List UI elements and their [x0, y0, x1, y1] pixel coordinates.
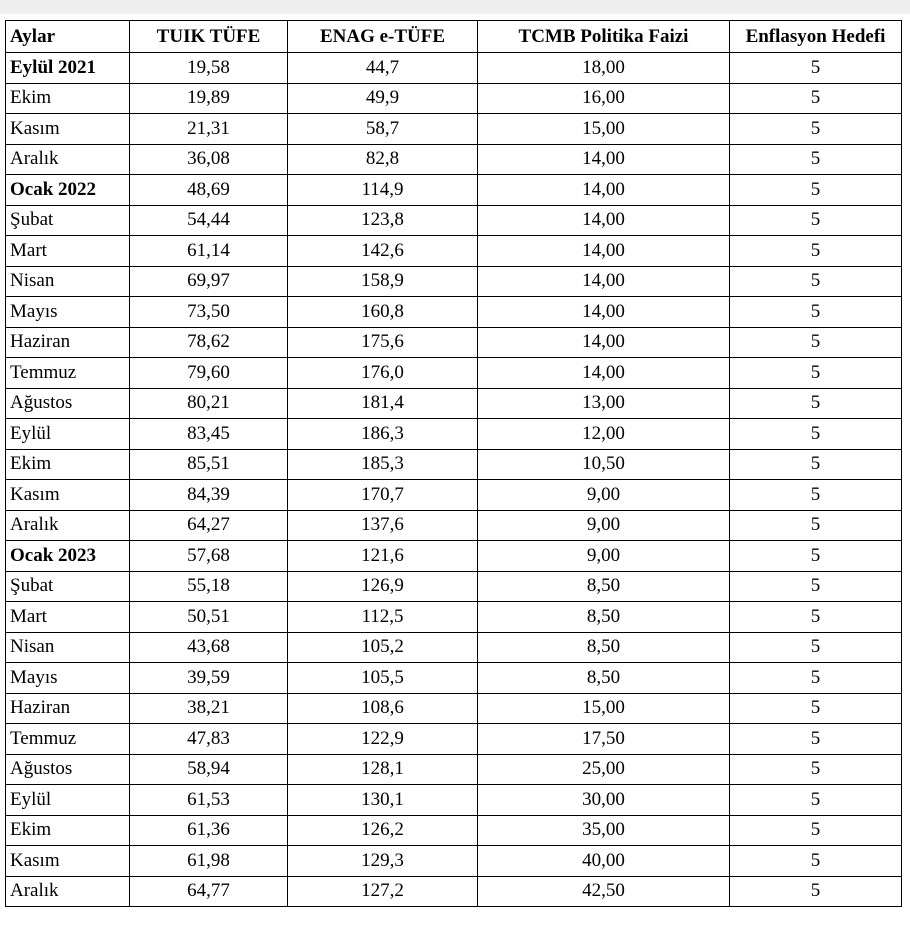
table-row — [6, 236, 902, 267]
cell-enag-tufe: 130,1 — [288, 785, 478, 816]
cell-enag-tufe: 122,9 — [288, 724, 478, 755]
cell-enag-tufe: 128,1 — [288, 754, 478, 785]
cell-enflasyon-hedefi: 5 — [730, 358, 902, 389]
cell-enflasyon-hedefi: 5 — [730, 876, 902, 907]
table-row — [6, 175, 902, 206]
cell-enag-tufe: 108,6 — [288, 693, 478, 724]
cell-enag-tufe: 105,5 — [288, 663, 478, 694]
cell-tcmb-faiz: 16,00 — [478, 83, 730, 114]
cell-tuik-tufe: 84,39 — [130, 480, 288, 511]
table-row — [6, 83, 902, 114]
cell-tuik-tufe: 58,94 — [130, 754, 288, 785]
cell-enag-tufe: 176,0 — [288, 358, 478, 389]
cell-month: Kasım — [6, 114, 130, 145]
cell-tcmb-faiz: 8,50 — [478, 663, 730, 694]
cell-enflasyon-hedefi: 5 — [730, 724, 902, 755]
cell-enflasyon-hedefi: 5 — [730, 266, 902, 297]
document-sheet — [0, 14, 910, 930]
table-row — [6, 724, 902, 755]
cell-enflasyon-hedefi: 5 — [730, 449, 902, 480]
cell-month: Ocak 2023 — [6, 541, 130, 572]
cell-month: Ekim — [6, 83, 130, 114]
cell-tcmb-faiz: 12,00 — [478, 419, 730, 450]
cell-enag-tufe: 123,8 — [288, 205, 478, 236]
cell-month: Nisan — [6, 266, 130, 297]
cell-enag-tufe: 126,2 — [288, 815, 478, 846]
cell-tcmb-faiz: 14,00 — [478, 205, 730, 236]
cell-tcmb-faiz: 35,00 — [478, 815, 730, 846]
cell-tuik-tufe: 19,89 — [130, 83, 288, 114]
cell-enflasyon-hedefi: 5 — [730, 175, 902, 206]
cell-enflasyon-hedefi: 5 — [730, 602, 902, 633]
cell-tuik-tufe: 78,62 — [130, 327, 288, 358]
cell-tuik-tufe: 64,77 — [130, 876, 288, 907]
cell-tcmb-faiz: 30,00 — [478, 785, 730, 816]
cell-month: Nisan — [6, 632, 130, 663]
cell-month: Kasım — [6, 846, 130, 877]
cell-tuik-tufe: 50,51 — [130, 602, 288, 633]
table-row — [6, 815, 902, 846]
cell-enflasyon-hedefi: 5 — [730, 83, 902, 114]
table-row — [6, 327, 902, 358]
table-body — [6, 53, 902, 907]
cell-tcmb-faiz: 15,00 — [478, 114, 730, 145]
cell-enflasyon-hedefi: 5 — [730, 541, 902, 572]
cell-enflasyon-hedefi: 5 — [730, 205, 902, 236]
cell-tuik-tufe: 61,36 — [130, 815, 288, 846]
header-enflasyon-hedefi: Enflasyon Hedefi — [730, 21, 902, 53]
cell-enag-tufe: 121,6 — [288, 541, 478, 572]
cell-enag-tufe: 126,9 — [288, 571, 478, 602]
cell-enag-tufe: 127,2 — [288, 876, 478, 907]
cell-tuik-tufe: 19,58 — [130, 53, 288, 84]
cell-enflasyon-hedefi: 5 — [730, 663, 902, 694]
cell-enag-tufe: 185,3 — [288, 449, 478, 480]
cell-month: Aralık — [6, 510, 130, 541]
cell-tuik-tufe: 83,45 — [130, 419, 288, 450]
cell-tuik-tufe: 61,14 — [130, 236, 288, 267]
table-row — [6, 602, 902, 633]
header-row — [6, 21, 902, 53]
cell-tuik-tufe: 61,53 — [130, 785, 288, 816]
cell-tcmb-faiz: 13,00 — [478, 388, 730, 419]
cell-month: Aralık — [6, 876, 130, 907]
cell-enag-tufe: 105,2 — [288, 632, 478, 663]
cell-enflasyon-hedefi: 5 — [730, 571, 902, 602]
cell-tcmb-faiz: 40,00 — [478, 846, 730, 877]
cell-tcmb-faiz: 15,00 — [478, 693, 730, 724]
cell-enag-tufe: 158,9 — [288, 266, 478, 297]
cell-enflasyon-hedefi: 5 — [730, 236, 902, 267]
cell-enflasyon-hedefi: 5 — [730, 114, 902, 145]
cell-tcmb-faiz: 8,50 — [478, 632, 730, 663]
cell-tuik-tufe: 48,69 — [130, 175, 288, 206]
cell-month: Haziran — [6, 327, 130, 358]
cell-enflasyon-hedefi: 5 — [730, 144, 902, 175]
cell-enflasyon-hedefi: 5 — [730, 632, 902, 663]
cell-tcmb-faiz: 8,50 — [478, 602, 730, 633]
cell-enag-tufe: 49,9 — [288, 83, 478, 114]
cell-tuik-tufe: 38,21 — [130, 693, 288, 724]
table-row — [6, 358, 902, 389]
cell-month: Temmuz — [6, 358, 130, 389]
cell-month: Ekim — [6, 815, 130, 846]
cell-enag-tufe: 137,6 — [288, 510, 478, 541]
cell-enflasyon-hedefi: 5 — [730, 53, 902, 84]
cell-enflasyon-hedefi: 5 — [730, 327, 902, 358]
cell-tuik-tufe: 43,68 — [130, 632, 288, 663]
cell-tcmb-faiz: 18,00 — [478, 53, 730, 84]
table-row — [6, 449, 902, 480]
cell-enflasyon-hedefi: 5 — [730, 388, 902, 419]
cell-tuik-tufe: 80,21 — [130, 388, 288, 419]
cell-tuik-tufe: 39,59 — [130, 663, 288, 694]
table-row — [6, 266, 902, 297]
cell-tcmb-faiz: 8,50 — [478, 571, 730, 602]
cell-tcmb-faiz: 14,00 — [478, 144, 730, 175]
cell-tuik-tufe: 64,27 — [130, 510, 288, 541]
cell-tcmb-faiz: 14,00 — [478, 358, 730, 389]
cell-enflasyon-hedefi: 5 — [730, 754, 902, 785]
cell-enag-tufe: 129,3 — [288, 846, 478, 877]
table-row — [6, 480, 902, 511]
cell-tuik-tufe: 79,60 — [130, 358, 288, 389]
cell-month: Eylül — [6, 785, 130, 816]
cell-month: Mayıs — [6, 663, 130, 694]
cell-enag-tufe: 181,4 — [288, 388, 478, 419]
cell-enag-tufe: 44,7 — [288, 53, 478, 84]
cell-tcmb-faiz: 10,50 — [478, 449, 730, 480]
cell-tuik-tufe: 54,44 — [130, 205, 288, 236]
cell-tcmb-faiz: 25,00 — [478, 754, 730, 785]
cell-enflasyon-hedefi: 5 — [730, 510, 902, 541]
cell-tcmb-faiz: 9,00 — [478, 480, 730, 511]
cell-month: Eylül 2021 — [6, 53, 130, 84]
cell-month: Ocak 2022 — [6, 175, 130, 206]
cell-enag-tufe: 186,3 — [288, 419, 478, 450]
cell-enag-tufe: 170,7 — [288, 480, 478, 511]
cell-enflasyon-hedefi: 5 — [730, 693, 902, 724]
table-row — [6, 754, 902, 785]
inflation-table — [5, 20, 902, 907]
cell-enag-tufe: 142,6 — [288, 236, 478, 267]
cell-enflasyon-hedefi: 5 — [730, 297, 902, 328]
cell-tcmb-faiz: 9,00 — [478, 541, 730, 572]
table-row — [6, 53, 902, 84]
cell-month: Aralık — [6, 144, 130, 175]
table-header — [6, 21, 902, 53]
cell-tcmb-faiz: 14,00 — [478, 297, 730, 328]
cell-month: Kasım — [6, 480, 130, 511]
table-row — [6, 510, 902, 541]
cell-enag-tufe: 58,7 — [288, 114, 478, 145]
cell-tuik-tufe: 36,08 — [130, 144, 288, 175]
cell-tuik-tufe: 57,68 — [130, 541, 288, 572]
table-row — [6, 693, 902, 724]
cell-month: Eylül — [6, 419, 130, 450]
cell-month: Mart — [6, 236, 130, 267]
cell-tcmb-faiz: 17,50 — [478, 724, 730, 755]
table-row — [6, 114, 902, 145]
cell-tuik-tufe: 69,97 — [130, 266, 288, 297]
header-aylar: Aylar — [6, 21, 130, 53]
table-row — [6, 846, 902, 877]
cell-tcmb-faiz: 14,00 — [478, 266, 730, 297]
cell-tuik-tufe: 47,83 — [130, 724, 288, 755]
table-row — [6, 571, 902, 602]
cell-month: Ağustos — [6, 754, 130, 785]
cell-enag-tufe: 82,8 — [288, 144, 478, 175]
cell-tcmb-faiz: 9,00 — [478, 510, 730, 541]
cell-month: Ekim — [6, 449, 130, 480]
header-tuik-tufe: TUIK TÜFE — [130, 21, 288, 53]
table-row — [6, 144, 902, 175]
cell-tcmb-faiz: 42,50 — [478, 876, 730, 907]
table-row — [6, 785, 902, 816]
table-row — [6, 876, 902, 907]
cell-tcmb-faiz: 14,00 — [478, 175, 730, 206]
table-row — [6, 632, 902, 663]
cell-tcmb-faiz: 14,00 — [478, 327, 730, 358]
cell-enflasyon-hedefi: 5 — [730, 480, 902, 511]
cell-month: Ağustos — [6, 388, 130, 419]
cell-tuik-tufe: 55,18 — [130, 571, 288, 602]
table-row — [6, 541, 902, 572]
cell-tcmb-faiz: 14,00 — [478, 236, 730, 267]
cell-enflasyon-hedefi: 5 — [730, 785, 902, 816]
cell-month: Şubat — [6, 205, 130, 236]
table-row — [6, 297, 902, 328]
cell-enflasyon-hedefi: 5 — [730, 815, 902, 846]
cell-month: Mart — [6, 602, 130, 633]
cell-month: Haziran — [6, 693, 130, 724]
cell-enflasyon-hedefi: 5 — [730, 846, 902, 877]
cell-tuik-tufe: 21,31 — [130, 114, 288, 145]
table-row — [6, 205, 902, 236]
cell-month: Mayıs — [6, 297, 130, 328]
cell-enag-tufe: 112,5 — [288, 602, 478, 633]
table-row — [6, 388, 902, 419]
header-enag-tufe: ENAG e-TÜFE — [288, 21, 478, 53]
header-tcmb-faiz: TCMB Politika Faizi — [478, 21, 730, 53]
cell-tuik-tufe: 61,98 — [130, 846, 288, 877]
cell-enag-tufe: 175,6 — [288, 327, 478, 358]
table-row — [6, 419, 902, 450]
cell-enflasyon-hedefi: 5 — [730, 419, 902, 450]
cell-tuik-tufe: 73,50 — [130, 297, 288, 328]
cell-month: Şubat — [6, 571, 130, 602]
cell-enag-tufe: 114,9 — [288, 175, 478, 206]
cell-enag-tufe: 160,8 — [288, 297, 478, 328]
cell-month: Temmuz — [6, 724, 130, 755]
cell-tuik-tufe: 85,51 — [130, 449, 288, 480]
table-row — [6, 663, 902, 694]
